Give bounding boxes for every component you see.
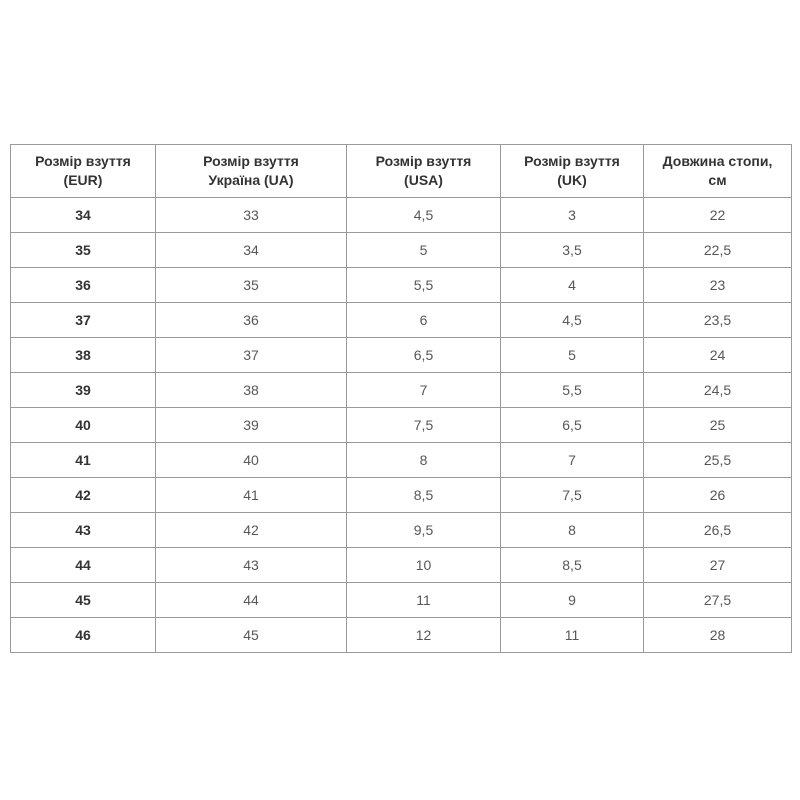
table-cell: 7,5 [347,408,501,443]
column-header-line2: Україна (UA) [208,172,294,188]
table-cell: 27 [644,548,792,583]
table-cell: 5,5 [347,268,501,303]
table-cell: 26 [644,478,792,513]
table-cell: 41 [156,478,347,513]
table-row [11,303,792,338]
column-header-line2: (UK) [557,172,587,188]
table-cell: 36 [156,303,347,338]
table-cell: 7 [347,373,501,408]
cell-eur-size: 42 [11,478,156,513]
table-row [11,478,792,513]
table-cell: 27,5 [644,583,792,618]
table-cell: 3,5 [501,233,644,268]
table-row [11,443,792,478]
cell-eur-size: 38 [11,338,156,373]
cell-eur-size: 43 [11,513,156,548]
cell-eur-size: 46 [11,618,156,653]
cell-eur-size: 44 [11,548,156,583]
table-row [11,268,792,303]
column-header [11,145,156,198]
table-cell: 3 [501,198,644,233]
table-cell: 22,5 [644,233,792,268]
column-header-line2: см [708,172,727,188]
table-cell: 7,5 [501,478,644,513]
table-row [11,408,792,443]
table-cell: 6,5 [347,338,501,373]
table-row [11,338,792,373]
table-cell: 28 [644,618,792,653]
table-body [11,198,792,653]
table-cell: 8 [501,513,644,548]
table-cell: 34 [156,233,347,268]
column-header-line2: (EUR) [63,172,103,188]
cell-eur-size: 40 [11,408,156,443]
table-cell: 5 [501,338,644,373]
table-cell: 35 [156,268,347,303]
table-cell: 37 [156,338,347,373]
table-cell: 42 [156,513,347,548]
table-cell: 38 [156,373,347,408]
shoe-size-conversion-table [10,144,792,653]
table-cell: 43 [156,548,347,583]
table-row [11,583,792,618]
cell-eur-size: 39 [11,373,156,408]
cell-eur-size: 37 [11,303,156,338]
table-cell: 33 [156,198,347,233]
table-header [11,145,792,198]
table-cell: 4,5 [501,303,644,338]
column-header [347,145,501,198]
column-header [501,145,644,198]
column-header-line1: Розмір взуття [35,153,131,169]
table-cell: 4,5 [347,198,501,233]
table-cell: 10 [347,548,501,583]
column-header-line1: Розмір взуття [203,153,299,169]
table-cell: 39 [156,408,347,443]
cell-eur-size: 45 [11,583,156,618]
cell-eur-size: 36 [11,268,156,303]
table-cell: 9,5 [347,513,501,548]
table-cell: 8,5 [501,548,644,583]
table-cell: 11 [347,583,501,618]
table-row [11,618,792,653]
column-header-line1: Розмір взуття [524,153,620,169]
header-row [11,145,792,198]
table-cell: 5 [347,233,501,268]
table-cell: 8,5 [347,478,501,513]
table-cell: 6,5 [501,408,644,443]
table-cell: 26,5 [644,513,792,548]
cell-eur-size: 35 [11,233,156,268]
table-cell: 6 [347,303,501,338]
table-cell: 5,5 [501,373,644,408]
column-header-line1: Розмір взуття [375,153,472,169]
table-row [11,233,792,268]
table-row [11,548,792,583]
table-cell: 8 [347,443,501,478]
column-header [156,145,347,198]
column-header [644,145,792,198]
table-cell: 25,5 [644,443,792,478]
table-cell: 25 [644,408,792,443]
table-cell: 44 [156,583,347,618]
table-row [11,513,792,548]
table-cell: 4 [501,268,644,303]
table-cell: 9 [501,583,644,618]
table-cell: 24,5 [644,373,792,408]
cell-eur-size: 41 [11,443,156,478]
table-cell: 45 [156,618,347,653]
table-cell: 23,5 [644,303,792,338]
table-cell: 23 [644,268,792,303]
table-cell: 22 [644,198,792,233]
table-row [11,373,792,408]
table-cell: 11 [501,618,644,653]
column-header-line1: Довжина стопи, [662,153,773,169]
column-header-line2: (USA) [404,172,443,188]
table-cell: 40 [156,443,347,478]
table-cell: 12 [347,618,501,653]
cell-eur-size: 34 [11,198,156,233]
table-cell: 7 [501,443,644,478]
table-row [11,198,792,233]
table-cell: 24 [644,338,792,373]
